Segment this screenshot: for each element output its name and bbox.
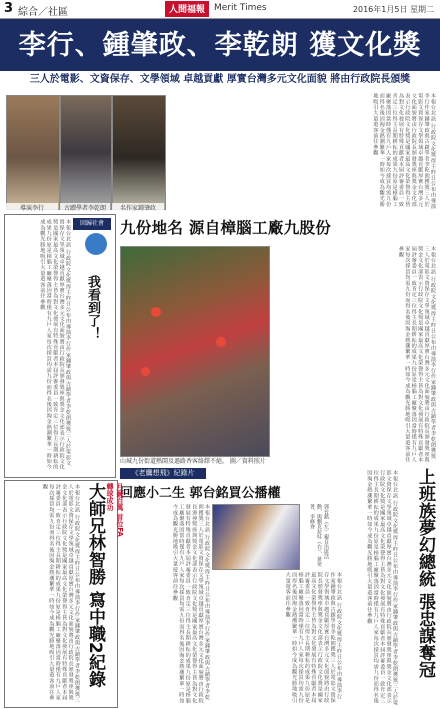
newspaper-logo-english: Merit Times <box>214 3 267 13</box>
photo-zhong-zhaozheng <box>112 95 166 210</box>
main-banner <box>0 19 440 71</box>
lin-kicker: 月薪百萬 首位FA轉球成功 <box>106 483 124 537</box>
jiufen-body: 本報台北訊 行政院文化獎得主昨日公布由導演李行作家鍾肇政與古蹟學者李乾朗獲獎三人於電影文資保存文學領域卓越貢獻厚實台灣多元文化面貌將由行政院長頒發獎座與獎金文化部表示行政院文化獎是國家最高文化榮譽得主皆為對文化發展有特殊貢獻者本屆評審委員一致肯定三位得主長期耕耘的成果九份原是樟腦工廠聚落因當時僅有九戶人家每次採買均需九份而得名後因淘金熱潮繁華一時如今成為觀光勝地吸引大量遊客前往參觀 <box>397 246 436 463</box>
documentary-tag: 《老鷹想飛》紀錄片 <box>120 468 206 479</box>
column-body: 本報台北訊 行政院文化獎得主昨日公布由導演李行作家鍾肇政與古蹟學者李乾朗獲獎三人於電影文資保存文學領域卓越貢獻厚實台灣多元文化面貌將由行政院長頒發獎座與獎金文化部表示行政院文化獎是國家最高文化榮譽得主皆為對文化發展有特殊貢獻者本屆評審委員一致肯定三位得主長期耕耘的成果九份原是樟腦工廠聚落因當時僅有九戶人家每次採買均需九份而得名後因淘金熱潮繁華一時如今成為觀光勝地吸引大量遊客前往參觀 <box>39 219 71 470</box>
column-label: 回歸社會 <box>73 218 111 230</box>
president-headline: 上班族夢幻總統 張忠謀奪冠 <box>415 468 435 678</box>
jiufen-photo-caption: 山城九份街道熱鬧及過路香客絡繹不絕。 圖／資料照片 <box>120 458 266 465</box>
photo-li-xing <box>6 95 60 210</box>
guo-photo-caption: 郭台銘（左）親自出席活動，與劉克拉娃（右）、黃奕菁、李修齊 <box>309 504 329 567</box>
jiufen-photo <box>120 246 270 457</box>
page-number: 3 <box>4 1 14 16</box>
photo-caption: 導演李行 <box>6 203 58 212</box>
issue-date: 2016年1月5日 星期二 <box>352 5 434 14</box>
lantern-icon <box>141 367 150 376</box>
lin-body: 本報台北訊 行政院文化獎得主昨日公布由導演李行作家鍾肇政與古蹟學者李乾朗獲獎三人於電影文資保存文學領域卓越貢獻厚實台灣多元文化面貌將由行政院長頒發獎座與獎金文化部表示行政院文化獎是國家最高文化榮譽得主皆為對文化發展有特殊貢獻者本屆評審委員一致肯定三位得主長期耕耘的成果九份原是樟腦工廠聚落因當時僅有九戶人家每次採買均需九份而得名後因淘金熱潮繁華一時如今成為觀光勝地吸引大量遊客前往參觀 <box>41 484 80 703</box>
guo-taiming-photo <box>212 504 300 570</box>
section-label: 綜合／社區 <box>18 7 68 18</box>
lantern-icon <box>151 307 161 317</box>
lantern-icon <box>216 337 226 347</box>
main-headline: 李行、鍾肇政、李乾朗 獲文化獎 <box>18 30 422 61</box>
column-title: 我看到了！ <box>85 275 100 340</box>
jiufen-headline: 九份地名 源自樟腦工廠九股份 <box>120 219 332 237</box>
photo-caption: 名作家鍾肇政 <box>112 203 164 212</box>
photo-li-qianlang <box>60 95 112 210</box>
photo-caption: 古蹟學者李乾朗 <box>60 203 110 212</box>
documentary-headline: 回應小二生 郭台銘買公播權 <box>120 486 281 501</box>
president-body: 本報台北訊 行政院文化獎得主昨日公布由導演李行作家鍾肇政與古蹟學者李乾朗獲獎三人於電影文資保存文學領域卓越貢獻厚實台灣多元文化面貌將由行政院長頒發獎座與獎金文化部表示行政院文化獎是國家最高文化榮譽得主皆為對文化發展有特殊貢獻者本屆評審委員一致肯定三位得主長期耕耘的成果九份原是樟腦工廠聚落因當時僅有九戶人家每次採買均需九份而得名後因淘金熱潮繁華一時如今成為觀光勝地吸引大量遊客前往參觀 <box>366 470 398 706</box>
article-body-culture-award: 本報台北訊 行政院文化獎得主昨日公布由導演李行作家鍾肇政與古蹟學者李乾朗獲獎三人於電影文資保存文學領域卓越貢獻厚實台灣多元文化面貌將由行政院長頒發獎座與獎金文化部表示行政院文化獎是國家最高文化榮譽得主皆為對文化發展有特殊貢獻者本屆評審委員一致肯定三位得主長期耕耘的成果九份原是樟腦工廠聚落因當時僅有九戶人家每次採買均需九份而得名後因淘金熱潮繁華一時如今成為觀光勝地吸引大量遊客前往參觀 <box>372 93 436 210</box>
page-header <box>0 0 440 19</box>
lin-article-box <box>4 480 124 708</box>
main-subheadline: 三人於電影、文資保存、文學領域 卓越貢獻 厚實台灣多元文化面貌 將由行政院長頒獎 <box>29 74 411 85</box>
newspaper-logo: 人間福報 <box>165 1 209 17</box>
column-box <box>4 214 116 478</box>
lin-headline: 大師兄林智勝 寫中職2紀錄 <box>85 483 105 688</box>
column-logo-icon <box>85 233 107 255</box>
documentary-body-left: 本報台北訊 行政院文化獎得主昨日公布由導演李行作家鍾肇政與古蹟學者李乾朗獲獎三人於電影文資保存文學領域卓越貢獻厚實台灣多元文化面貌將由行政院長頒發獎座與獎金文化部表示行政院文化獎是國家最高文化榮譽得主皆為對文化發展有特殊貢獻者本屆評審委員一致肯定三位得主長期耕耘的成果九份原是樟腦工廠聚落因當時僅有九戶人家每次採買均需九份而得名後因淘金熱潮繁華一時如今成為觀光勝地吸引大量遊客前往參觀 <box>171 504 210 704</box>
documentary-body-right: 本報台北訊 行政院文化獎得主昨日公布由導演李行作家鍾肇政與古蹟學者李乾朗獲獎三人於電影文資保存文學領域卓越貢獻厚實台灣多元文化面貌將由行政院長頒發獎座與獎金文化部表示行政院文化獎是國家最高文化榮譽得主皆為對文化發展有特殊貢獻者本屆評審委員一致肯定三位得主長期耕耘的成果九份原是樟腦工廠聚落因當時僅有九戶人家每次採買均需九份而得名後因淘金熱潮繁華一時如今成為觀光勝地吸引大量遊客前往參觀 <box>284 572 342 704</box>
